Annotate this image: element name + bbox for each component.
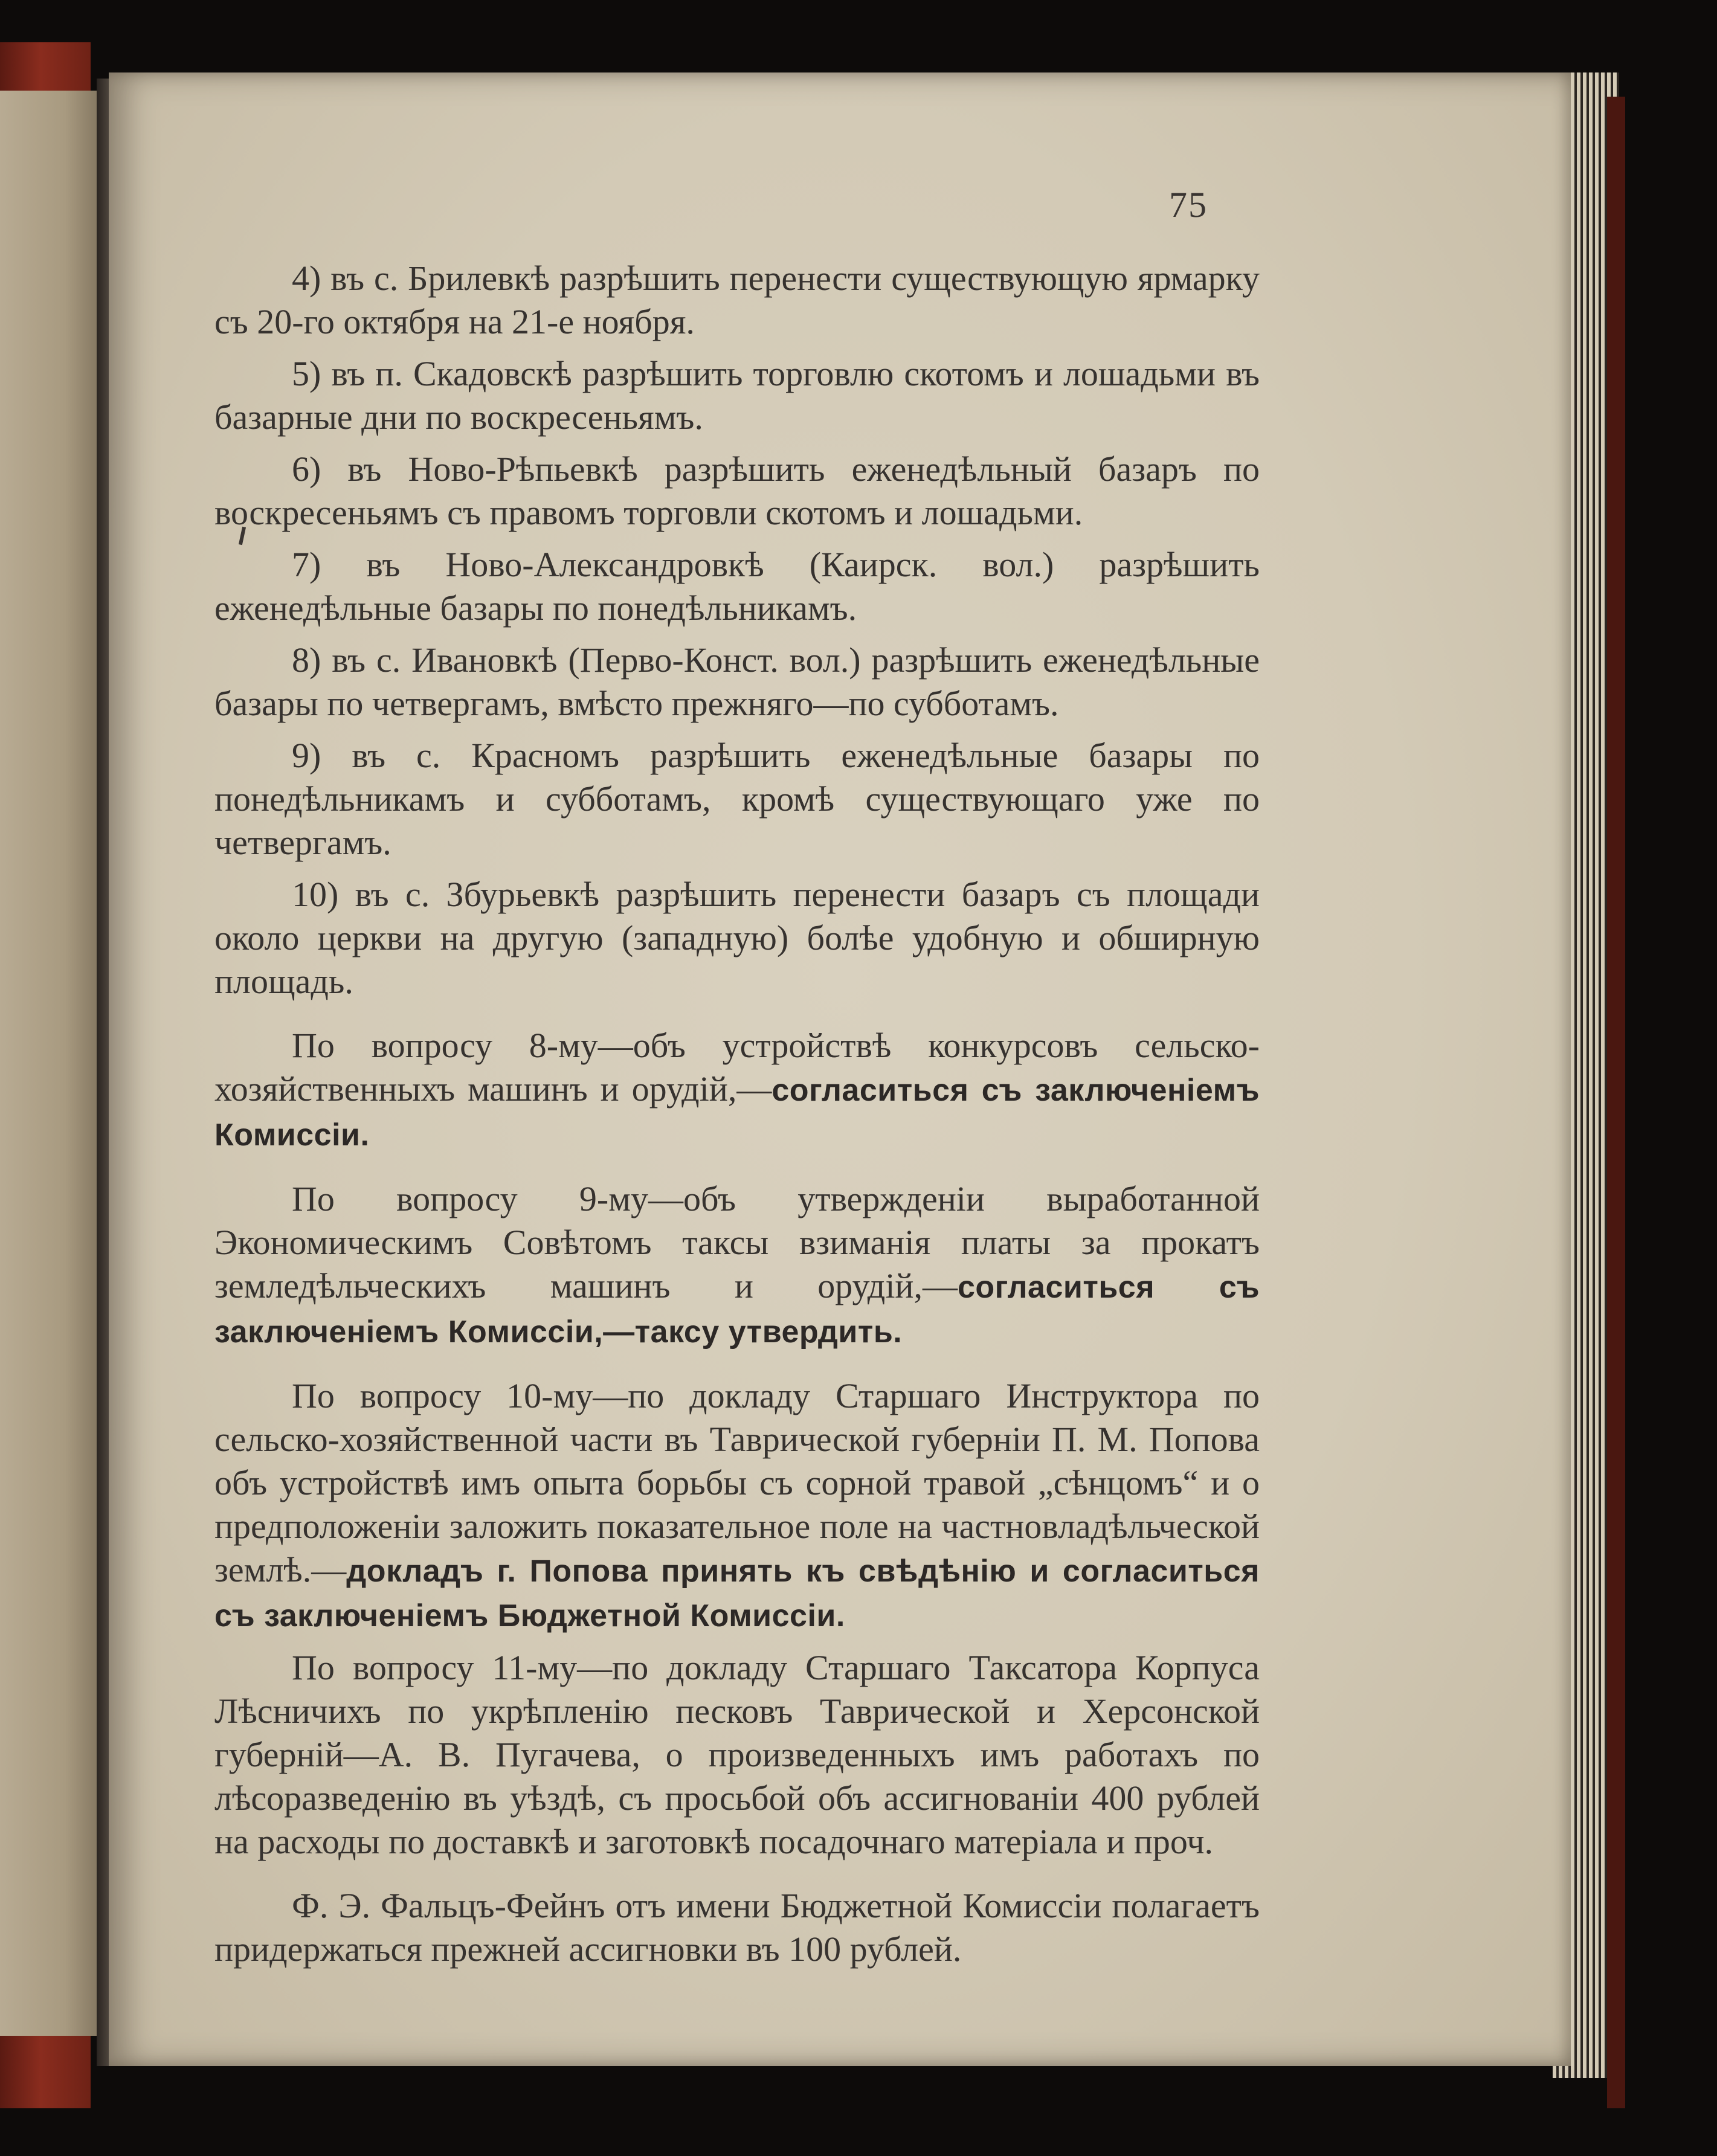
paragraph-item-4: 4) въ с. Брилевкѣ разрѣшить перенести существующую ярмарку съ 20-го октября на 21-е ноября. [214,259,1260,341]
paragraph-question-9: По вопросу 9-му—объ утвержденіи выработанной Экономическимъ Совѣтомъ таксы взиманія платы за прокатъ земледѣльческихъ машинъ и орудій,—согласиться съ заключеніемъ Комиссіи,—таксу утвердить. [214,1179,1260,1350]
resolution-text: докладъ г. Попова принять къ свѣдѣнію и согласиться съ заключеніемъ Бюджетной Комиссіи. [214,1554,1260,1633]
paragraph-budget-commission: Ф. Э. Фальцъ-Фейнъ отъ имени Бюджетной Комиссіи полагаетъ придержаться прежней ассигновки въ 100 рублей. [214,1886,1260,1969]
paragraph-item-6: 6) въ Ново-Рѣпьевкѣ разрѣшить еженедѣльный базаръ по воскресеньямъ съ правомъ торговли скотомъ и лошадьми. [214,449,1260,532]
right-cover-edge [1607,97,1625,2108]
paragraph-question-11: По вопросу 11-му—по докладу Старшаго Таксатора Корпуса Лѣсничихъ по укрѣпленію песковъ Таврической и Херсонской губерній—А. В. Пугачева, о произведенныхъ имъ работахъ по лѣсоразведенію въ уѣздѣ, съ просьбой объ ассигнованіи 400 рублей на расходы по доставкѣ и заготовкѣ посадочнаго матеріала и проч. [214,1648,1260,1861]
resolution-text: согласиться съ заключеніемъ Комиссіи. [214,1073,1260,1153]
paragraph-item-9: 9) въ с. Красномъ разрѣшить еженедѣльные базары по понедѣльникамъ и субботамъ, кромѣ существующаго уже по четвергамъ. [214,736,1260,862]
resolution-text: согласиться съ заключеніемъ Комиссіи,—таксу утвердить. [214,1270,1260,1350]
paragraph-item-10: 10) въ с. Збурьевкѣ разрѣшить перенести базаръ съ площади около церкви на другую (западную) болѣе удобную и обширную площадь. [214,875,1260,1001]
page-number: 75 [1169,185,1208,225]
paragraph-item-8: 8) въ с. Ивановкѣ (Перво-Конст. вол.) разрѣшить еженедѣльные базары по четвергамъ, вмѣсто прежняго—по субботамъ. [214,640,1260,723]
paragraph-item-5: 5) въ п. Скадовскѣ разрѣшить торговлю скотомъ и лошадьми въ базарные дни по воскресеньямъ. [214,354,1260,437]
paragraph-item-7: 7) въ Ново-Александровкѣ (Каирск. вол.) разрѣшить еженедѣльные базары по понедѣльникамъ. [214,545,1260,628]
previous-page-edge [0,91,109,2036]
paragraph-question-10: По вопросу 10-му—по докладу Старшаго Инструктора по сельско-хозяйственной части въ Таврической губерніи П. М. Попова объ устройствѣ имъ опыта борьбы съ сорной травой „сѣнцомъ“ и о предположеніи заложить показательное поле на частновладѣльческой землѣ.—докладъ г. Попова принять къ свѣдѣнію и согласиться съ заключеніемъ Бюджетной Комиссіи. [214,1376,1260,1633]
paragraph-question-8: По вопросу 8-му—объ устройствѣ конкурсовъ сельско-хозяйственныхъ машинъ и орудій,—согласиться съ заключеніемъ Комиссіи. [214,1026,1260,1153]
page-body [214,257,1260,1980]
